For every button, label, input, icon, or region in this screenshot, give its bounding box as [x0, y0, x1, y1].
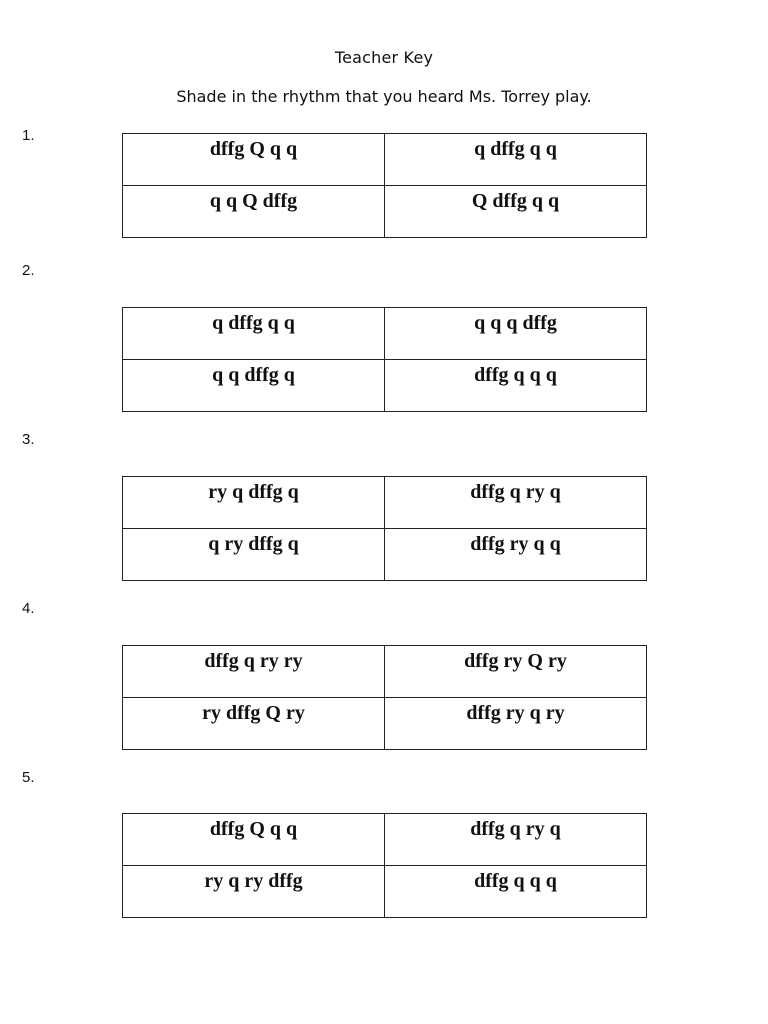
rhythm-option[interactable]: dffg q ry q	[385, 477, 647, 529]
page-title: Teacher Key	[334, 48, 434, 67]
question-number-3: 3.	[22, 431, 35, 448]
rhythm-option[interactable]: Q dffg q q	[385, 186, 647, 238]
rhythm-option[interactable]: q dffg q q	[385, 134, 647, 186]
rhythm-table-2	[122, 307, 647, 412]
rhythm-option[interactable]: dffg q q q	[385, 360, 647, 412]
table-row	[123, 186, 647, 238]
table-row	[123, 360, 647, 412]
question-number-1: 1.	[22, 127, 35, 144]
rhythm-option[interactable]: q q Q dffg	[123, 186, 385, 238]
rhythm-option[interactable]: q dffg q q	[123, 308, 385, 360]
rhythm-option[interactable]: dffg ry q q	[385, 529, 647, 581]
question-number-5: 5.	[22, 769, 35, 786]
table-row	[123, 308, 647, 360]
rhythm-table-5	[122, 813, 647, 918]
rhythm-option[interactable]: dffg q q q	[385, 866, 647, 918]
rhythm-option[interactable]: ry dffg Q ry	[123, 698, 385, 750]
rhythm-option[interactable]: q q dffg q	[123, 360, 385, 412]
rhythm-option[interactable]: dffg ry Q ry	[385, 646, 647, 698]
table-row	[123, 814, 647, 866]
table-row	[123, 477, 647, 529]
rhythm-table-3	[122, 476, 647, 581]
rhythm-table-1	[122, 133, 647, 238]
rhythm-option[interactable]: q q q dffg	[385, 308, 647, 360]
rhythm-option[interactable]: dffg q ry q	[385, 814, 647, 866]
question-number-2: 2.	[22, 262, 35, 279]
table-row	[123, 698, 647, 750]
rhythm-option[interactable]: ry q dffg q	[123, 477, 385, 529]
rhythm-option[interactable]: q ry dffg q	[123, 529, 385, 581]
table-row	[123, 646, 647, 698]
rhythm-option[interactable]: dffg q ry ry	[123, 646, 385, 698]
rhythm-option[interactable]: dffg Q q q	[123, 134, 385, 186]
rhythm-option[interactable]: dffg Q q q	[123, 814, 385, 866]
question-number-4: 4.	[22, 600, 35, 617]
rhythm-option[interactable]: ry q ry dffg	[123, 866, 385, 918]
table-row	[123, 134, 647, 186]
instructions-text: Shade in the rhythm that you heard Ms. Torrey play.	[176, 87, 592, 106]
rhythm-table-4	[122, 645, 647, 750]
table-row	[123, 866, 647, 918]
table-row	[123, 529, 647, 581]
rhythm-option[interactable]: dffg ry q ry	[385, 698, 647, 750]
